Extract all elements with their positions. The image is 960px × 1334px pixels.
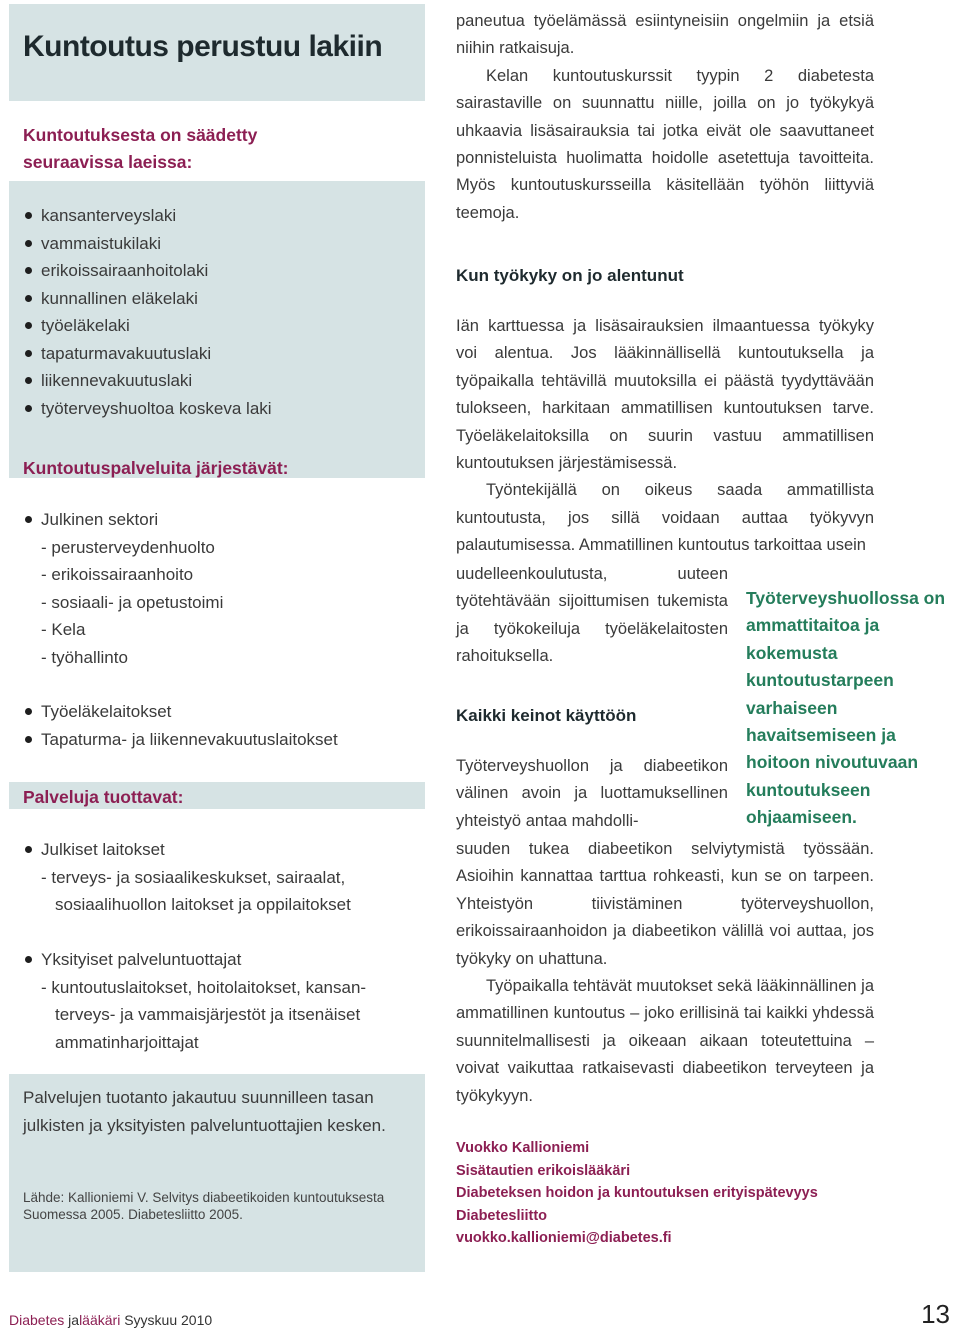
summary-text: Palvelujen tuotanto jakautuu suunnilleen tasan julkisten ja yksityisten palveluntuottajien kesken.: [23, 1088, 386, 1135]
list-item: Yksityiset palveluntuottajat: [23, 946, 366, 974]
list-item: kunnallinen eläkelaki: [23, 285, 272, 313]
paragraph: uudelleenkoulutusta, uuteen työtehtävään sijoittumisen tukemista ja työkokeiluja työeläkelaitosten rahoituksella.: [456, 565, 728, 666]
list-item: - työhallinto: [41, 647, 128, 667]
list-item: Työeläkelaitokset: [23, 698, 338, 726]
list-item: Julkinen sektori: [23, 506, 223, 534]
laws-heading: Kuntoutuksesta on säädetty seuraavissa laeissa:: [23, 125, 258, 172]
source-text: Lähde: Kallioniemi V. Selvitys diabeetikoiden kuntoutuksesta Suomessa 2005. Diabetesliitto 2005.: [23, 1190, 385, 1222]
list-item: terveys- ja vammaisjärjestöt ja itsenäiset: [55, 1005, 361, 1024]
author-qualification: Diabeteksen hoidon ja kuntoutuksen erityispätevyys: [456, 1185, 818, 1201]
list-item: - erikoissairaanhoito: [41, 565, 194, 584]
public-producers-list: [23, 836, 351, 919]
list-item: liikennevakuutuslaki: [23, 367, 272, 395]
private-producers-list: [23, 946, 366, 1056]
author-email[interactable]: vuokko.kallioniemi@diabetes.fi: [456, 1230, 672, 1246]
laws-list: [23, 202, 272, 422]
author-organization: Diabetesliitto: [456, 1207, 548, 1224]
issue-date: Syyskuu 2010: [124, 1312, 213, 1328]
paragraph: Kelan kuntoutuskurssit tyypin 2 diabetesta sairastaville on suunnattu niille, joilla on jo työkykyä uhkaavia lisäsairauksia tai jotka eivät ole saavuttaneet ponnisteluista huolimatta hoidolle asetettuja tavoitteita. Myös kuntoutuskursseilla käsitellään työhön liittyviä teemoja.: [456, 66, 874, 222]
page-footer: [9, 1312, 212, 1328]
producers-heading: Palveluja tuottavat:: [23, 787, 184, 807]
list-item: - perusterveydenhuolto: [41, 537, 215, 557]
section-heading: Kun työkyky on jo alentunut: [456, 266, 684, 285]
list-item: - kuntoutuslaitokset, hoitolaitokset, kansan-: [41, 977, 367, 997]
sidebar-title: Kuntoutus perustuu lakiin: [23, 30, 383, 63]
article-column-bottom: [456, 836, 874, 1110]
list-item: työterveyshuoltoa koskeva laki: [23, 395, 272, 423]
page-number: 13: [921, 1299, 950, 1329]
list-item: kansanterveyslaki: [23, 202, 272, 230]
magazine-name: Diabetes: [9, 1312, 65, 1328]
author-title: Sisätautien erikoislääkäri: [456, 1162, 631, 1179]
list-item: erikoissairaanhoitolaki: [23, 257, 272, 285]
article-column-top: [456, 8, 874, 227]
paragraph: Iän karttuessa ja lisäsairauksien ilmaantuessa työkyky voi alentua. Jos lääkinnällisellä kuntoutuksella ja työpaikalla tehtävillä muutoksilla ei päästä tyydyttävään tulokseen, harkitaan ammatillisen kuntoutuksen tarve. Työeläkelaitoksilla on suurin vastuu ammatillisen kuntoutuksen järjestämisessä.: [456, 317, 874, 473]
organizers-list-2: [23, 698, 338, 753]
section-heading: Kaikki keinot käyttöön: [456, 706, 637, 725]
magazine-name-2: lääkäri: [79, 1312, 121, 1328]
list-item: tapaturmavakuutuslaki: [23, 340, 272, 368]
list-item: vammaistukilaki: [23, 230, 272, 258]
paragraph: Työntekijällä on oikeus saada ammatillista kuntoutusta, jos sillä voidaan auttaa työkyvyn palautumisessa. Ammatillinen kuntoutus tarkoittaa usein: [456, 481, 874, 555]
list-item: - terveys- ja sosiaalikeskukset, sairaalat,: [41, 867, 346, 887]
author-info: [456, 1137, 818, 1250]
paragraph: suuden tukea diabeetikon selviytymistä työssään. Asioihin kannattaa tarttua rohkeasti, kun se on tarpeen. Yhteistyön tiivistäminen työterveyshuollon, erikoissairaanhoidon ja diabeetikon välillä voi auttaa, jos työkyky on uhattuna.: [456, 840, 874, 968]
list-item: työeläkelaki: [23, 312, 272, 340]
magazine-name-connector: ja: [68, 1312, 80, 1328]
paragraph: paneutua työelämässä esiintyneisiin ongelmiin ja etsiä niihin ratkaisuja.: [456, 12, 874, 58]
organizers-list: [23, 506, 223, 671]
list-item: Julkiset laitokset: [23, 836, 351, 864]
list-item: - Kela: [41, 620, 86, 639]
list-item: ammatinharjoittajat: [55, 1032, 199, 1052]
article-column-mid: [456, 313, 874, 560]
list-item: sosiaalihuollon laitokset ja oppilaitokset: [55, 895, 351, 914]
organizers-heading: Kuntoutuspalveluita järjestävät:: [23, 458, 289, 478]
paragraph: Työterveyshuollon ja diabeetikon välinen avoin ja luottamuksellinen yhteistyö antaa mahdolli-: [456, 757, 728, 830]
author-name: Vuokko Kallioniemi: [456, 1140, 590, 1156]
pull-quote: Työterveyshuollossa on ammattitaitoa ja kokemusta kuntoutustarpeen varhaiseen havaitsemiseen ja hoitoon nivoutuvaan kuntoutukseen ohjaamiseen.: [746, 588, 946, 828]
paragraph: Työpaikalla tehtävät muutokset sekä lääkinnällinen ja ammatillinen kuntoutus – joko erillisinä tai kaikki yhdessä suunnitelmallisesti ja oikeaan aikaan toteutettuina – voivat vaikuttaa ratkaisevasti diabeetikon terveyteen ja työkykyyn.: [456, 977, 874, 1105]
list-item: - sosiaali- ja opetustoimi: [41, 592, 224, 612]
law-sidebar: [9, 4, 425, 1272]
list-item: Tapaturma- ja liikennevakuutuslaitokset: [23, 726, 338, 754]
